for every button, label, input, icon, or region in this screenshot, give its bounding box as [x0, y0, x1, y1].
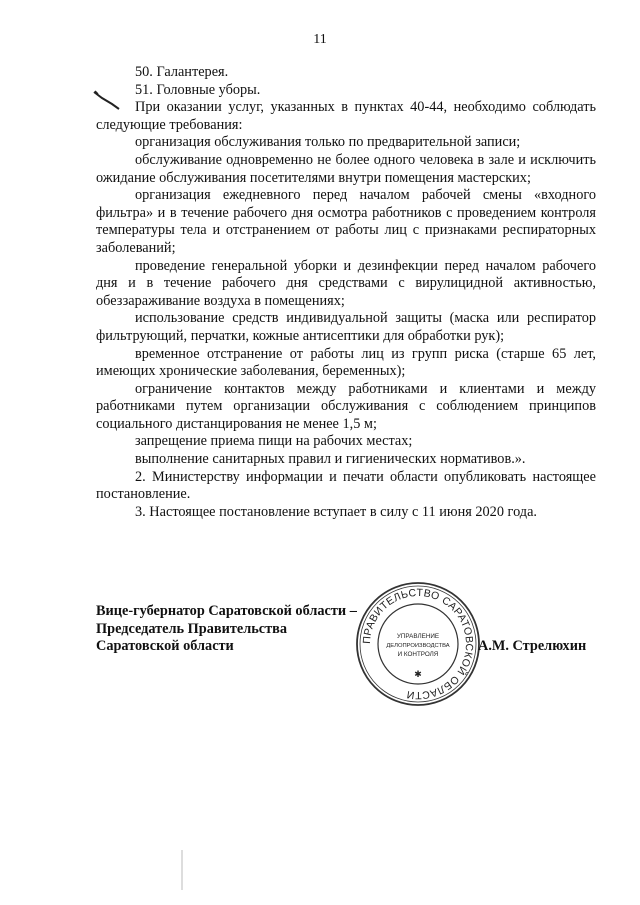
seal-inner-line: УПРАВЛЕНИЕ — [396, 633, 440, 640]
paragraph-item-50: 50. Галантерея. — [135, 64, 229, 80]
seal-ring-text: ПРАВИТЕЛЬСТВО САРАТОВСКОЙ ОБЛАСТИ — [360, 586, 476, 702]
paragraph-requirement: организация ежедневного перед началом рабочей смены «входного фильтра» и в течение рабочего дня осмотра работников с проведением контроля температуры тела и отстранением от работы лиц с признаками респираторных заболеваний; — [96, 187, 596, 256]
paragraph-requirement: организация обслуживания только по предварительной записи; — [135, 134, 521, 151]
page-number: 11 — [313, 32, 327, 47]
paragraph-requirement: обслуживание одновременно не более одного человека в зале и исключить ожидание обслуживания посетителями внутри помещения мастерских; — [96, 151, 596, 186]
document-body — [96, 64, 596, 521]
paragraph-requirement: временное отстранение от работы лиц из групп риска (старше 65 лет, имеющих хронические заболевания, беременных); — [96, 345, 596, 380]
paragraph-requirement: выполнение санитарных правил и гигиенических нормативов.». — [135, 451, 526, 468]
signatory-title-line: Саратовской области — [96, 638, 234, 655]
paragraph-item-51: 51. Головные уборы. — [135, 81, 261, 98]
seal-inner-line: ДЕЛОПРОИЗВОДСТВА — [386, 643, 450, 649]
signatory-title-line: Вице-губернатор Саратовской области – — [96, 603, 357, 619]
paragraph-clause-2: 2. Министерству информации и печати области опубликовать настоящее постановление. — [96, 468, 596, 503]
signatory-title-line: Председатель Правительства — [96, 620, 288, 637]
paragraph-requirement: ограничение контактов между работниками и клиентами и между работниками путем организации обслуживания с соблюдением принципов социального дистанцирования не менее 1,5 м; — [96, 380, 596, 432]
signatory-name: А.М. Стрелюхин — [478, 638, 587, 654]
seal-star-icon: ✱ — [414, 670, 422, 680]
paragraph-clause-3: 3. Настоящее постановление вступает в силу с 11 июня 2020 года. — [135, 503, 537, 520]
official-seal — [354, 580, 482, 708]
paragraph-requirement: запрещение приема пищи на рабочих местах; — [135, 433, 413, 450]
scan-artifact-line — [181, 850, 183, 890]
paragraph-requirements-intro: При оказании услуг, указанных в пунктах 40-44, необходимо соблюдать следующие требования: — [96, 99, 596, 133]
paragraph-requirement: использование средств индивидуальной защиты (маска или респиратор фильтрующий, перчатки, кожные антисептики для обработки рук); — [96, 310, 596, 344]
seal-inner-line: И КОНТРОЛЯ — [397, 651, 439, 658]
signature-block — [96, 603, 396, 656]
paragraph-requirement: проведение генеральной уборки и дезинфекции перед началом рабочего дня и в течение рабочего дня средствами с вирулицидной активностью, обеззараживание воздуха в помещениях; — [96, 257, 596, 309]
